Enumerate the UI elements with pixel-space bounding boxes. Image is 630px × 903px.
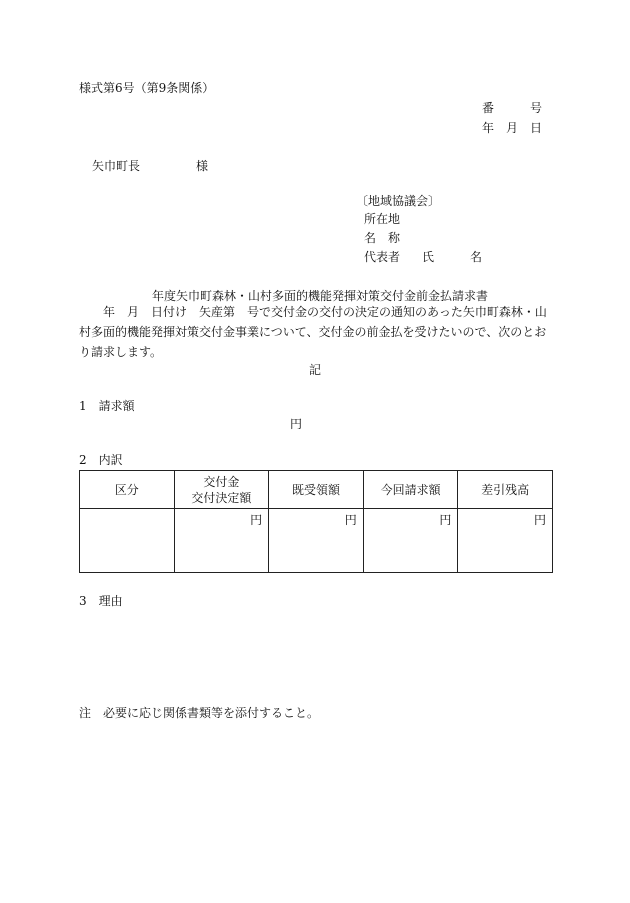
- applicant-representative-name-label: 氏 名: [422, 250, 483, 264]
- header-category: 区分: [80, 471, 175, 509]
- cell-current-request-amount: [363, 509, 458, 573]
- applicant-name-label: 名 称: [364, 231, 401, 245]
- date-label: 年 月 日: [482, 121, 543, 135]
- section1-heading: 1 請求額: [79, 399, 135, 413]
- applicant-address-label: 所在地: [364, 212, 401, 226]
- section3-heading: 3 理由: [79, 594, 123, 608]
- cell-received-amount: [269, 509, 364, 573]
- breakdown-header-row: [80, 471, 553, 509]
- header-current-request-amount: 今回請求額: [363, 471, 458, 509]
- request-amount-unit: 円: [290, 417, 303, 431]
- cell-unit: 円: [533, 513, 546, 527]
- cell-unit: 円: [439, 513, 452, 527]
- body-paragraph: [79, 302, 553, 362]
- document-title: 年度矢巾町森林・山村多面的機能発揮対策交付金前金払請求書: [152, 289, 489, 303]
- footnote: 注 必要に応じ関係書類等を添付すること。: [79, 706, 320, 720]
- section2-heading: 2 内訳: [79, 453, 123, 467]
- form-number: 様式第6号（第9条関係）: [79, 81, 215, 95]
- breakdown-data-row: [80, 509, 553, 573]
- ki-label: 記: [309, 363, 322, 377]
- addressee-name: 矢巾町長: [92, 159, 141, 173]
- cell-unit: 円: [250, 513, 263, 527]
- cell-category: [80, 509, 175, 573]
- body-text: 年 月 日付け 矢産第 号で交付金の交付の決定の通知のあった矢巾町森林・山村多面的機能発揮対策交付金事業について、交付金の前金払を受けたいので、次のとおり請求します。: [79, 305, 547, 359]
- header-remaining-balance: 差引残高: [458, 471, 553, 509]
- cell-remaining-balance: [458, 509, 553, 573]
- breakdown-table: [79, 470, 553, 573]
- cell-unit: 円: [344, 513, 357, 527]
- header-grant-decision-amount: 交付金 交付決定額: [174, 471, 269, 509]
- cell-grant-decision-amount: [174, 509, 269, 573]
- applicant-representative-label: 代表者: [364, 250, 401, 264]
- applicant-org: 〔地域協議会〕: [356, 194, 441, 208]
- header-received-amount: 既受領額: [269, 471, 364, 509]
- document-number-label: 番 号: [482, 101, 543, 115]
- addressee-honorific: 様: [196, 159, 209, 173]
